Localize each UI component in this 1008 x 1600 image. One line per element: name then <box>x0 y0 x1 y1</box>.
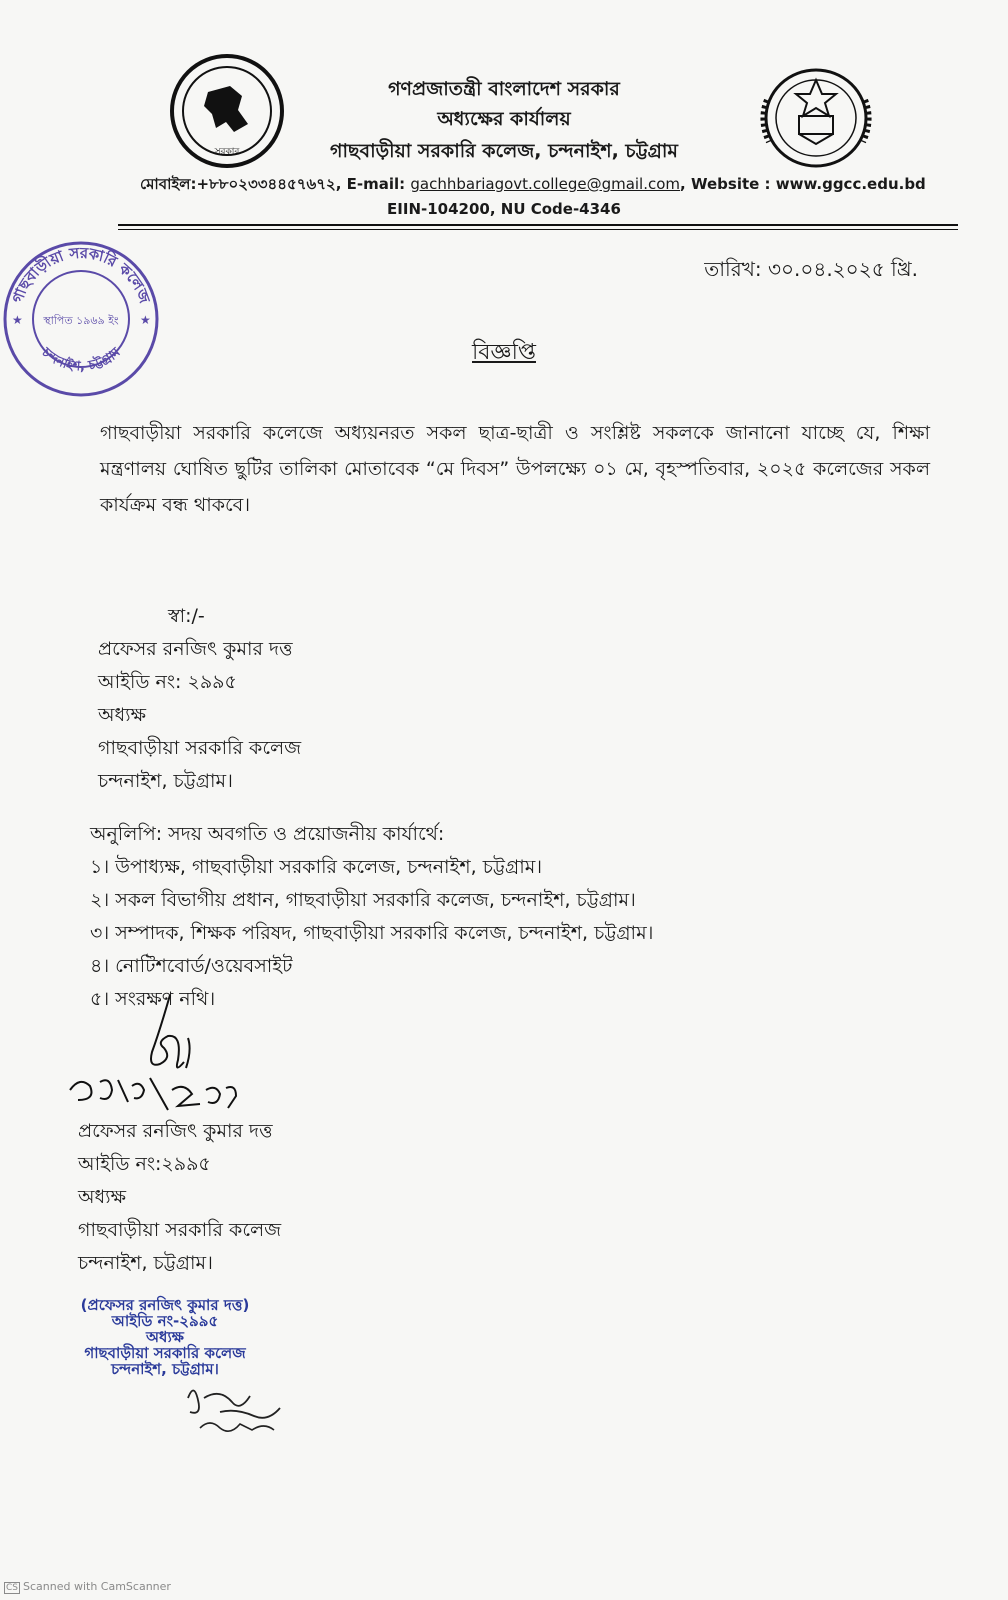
signatory-name: প্রফেসর রনজিৎ কুমার দত্ত <box>78 1120 273 1142</box>
stamp-bottom-text: চন্দনাইশ, চট্টগ্রাম <box>38 345 124 375</box>
handwritten-signature <box>60 990 280 1120</box>
seal-location: চন্দনাইশ, চট্টগ্রাম। <box>111 1360 219 1378</box>
copy-item: ১। উপাধ্যক্ষ, গাছবাড়ীয়া সরকারি কলেজ, চন্দনাইশ, চট্টগ্রাম। <box>90 856 543 878</box>
copy-item: ৩। সম্পাদক, শিক্ষক পরিষদ, গাছবাড়ীয়া সরকারি কলেজ, চন্দনাইশ, চট্টগ্রাম। <box>90 922 654 944</box>
notice-body: গাছবাড়ীয়া সরকারি কলেজে অধ্যয়নরত সকল ছাত্র-ছাত্রী ও সংশ্লিষ্ট সকলকে জানানো যাচ্ছে যে, শিক্ষা মন্ত্রণালয় ঘোষিত ছুটির তালিকা মোতাবেক “মে দিবস” উপলক্ষ্যে ০১ মে, বৃহস্পতিবার, ২০২৫ কলেজের সকল কার্যক্রম বন্ধ থাকবে। <box>100 422 930 516</box>
scanner-text: Scanned with CamScanner <box>23 1580 171 1593</box>
header-college: গাছবাড়ীয়া সরকারি কলেজ, চন্দনাইশ, চট্টগ্রাম <box>330 140 678 162</box>
signed-marker: স্বা:/- <box>168 605 205 627</box>
copy-item: ২। সকল বিভাগীয় প্রধান, গাছবাড়ীয়া সরকারি কলেজ, চন্দনাইশ, চট্টগ্রাম। <box>90 889 636 911</box>
seal-handwritten-initials <box>180 1378 290 1438</box>
copy-heading: অনুলিপি: সদয় অবগতি ও প্রয়োজনীয় কার্যার্থে: <box>90 823 445 845</box>
scanner-watermark <box>4 1580 171 1594</box>
copy-item: ৪। নোটিশবোর্ড/ওয়েবসাইট <box>90 955 293 977</box>
mobile-number: +৮৮০২৩৩৪৪৫৭৬৭২ <box>196 175 336 193</box>
seal-institution: গাছবাড়ীয়া সরকারি কলেজ <box>84 1344 246 1362</box>
left-seal-caption: সরকার <box>214 147 240 157</box>
principal-seal-stamp <box>60 1297 270 1377</box>
signatory-institution: গাছবাড়ীয়া সরকারি কলেজ <box>98 737 302 759</box>
email-link[interactable]: gachhbariagovt.college@gmail.com <box>410 175 681 193</box>
seal-designation: অধ্যক্ষ <box>146 1328 184 1346</box>
website-link[interactable]: www.ggcc.edu.bd <box>775 175 926 193</box>
svg-text:গাছবাড়ীয়া সরকারি কলেজ <box>8 244 153 306</box>
copy-list <box>90 818 653 1016</box>
header-office: অধ্যক্ষের কার্যালয় <box>437 108 571 130</box>
notice-date: তারিখ: ৩০.০৪.২০২৫ খ্রি. <box>704 257 918 281</box>
stamp-center-text: স্থাপিত ১৯৬৯ ইং <box>43 314 119 327</box>
signatory-id: আইডি নং: ২৯৯৫ <box>98 671 237 693</box>
signatory-location: চন্দনাইশ, চট্টগ্রাম। <box>78 1252 213 1274</box>
signatory-location: চন্দনাইশ, চট্টগ্রাম। <box>98 770 233 792</box>
signature-block-typed <box>98 600 301 798</box>
website-label: Website : <box>690 175 771 193</box>
right-seal-text <box>0 0 1 1</box>
signatory-name: প্রফেসর রনজিৎ কুমার দত্ত <box>98 638 293 660</box>
header-government: গণপ্রজাতন্ত্রী বাংলাদেশ সরকার <box>388 78 620 100</box>
header-divider-thin <box>118 229 958 230</box>
stamp-ring-text: গাছবাড়ীয়া সরকারি কলেজ <box>8 243 154 306</box>
seal-name: (প্রফেসর রনজিৎ কুমার দত্ত) <box>80 1296 250 1314</box>
stamp-star-right: ★ <box>140 313 151 327</box>
stamp-star-left: ★ <box>12 313 23 327</box>
signatory-designation: অধ্যক্ষ <box>78 1186 127 1208</box>
seal-id: আইডি নং-২৯৯৫ <box>111 1312 219 1330</box>
institution-codes: EIIN-104200, NU Code-4346 <box>387 200 621 218</box>
camscanner-icon: CS <box>6 1583 18 1593</box>
email-label: E-mail: <box>346 175 406 193</box>
notice-title: বিজ্ঞপ্তি <box>472 340 536 365</box>
contact-line: মোবাইল:+৮৮০২৩৩৪৪৫৭৬৭২, E-mail: gachhbariagovt.college@gmail.com, Website : www.ggcc.edu.bd <box>140 175 926 193</box>
college-round-stamp <box>0 238 162 400</box>
signatory-id: আইডি নং:২৯৯৫ <box>78 1153 211 1175</box>
signatory-institution: গাছবাড়ীয়া সরকারি কলেজ <box>78 1219 282 1241</box>
signature-block-final <box>78 1115 281 1280</box>
mobile-label: মোবাইল: <box>140 175 197 193</box>
copy-item: ৫। সংরক্ষণ নথি। <box>90 988 216 1010</box>
signatory-designation: অধ্যক্ষ <box>98 704 147 726</box>
header-divider <box>118 224 958 226</box>
